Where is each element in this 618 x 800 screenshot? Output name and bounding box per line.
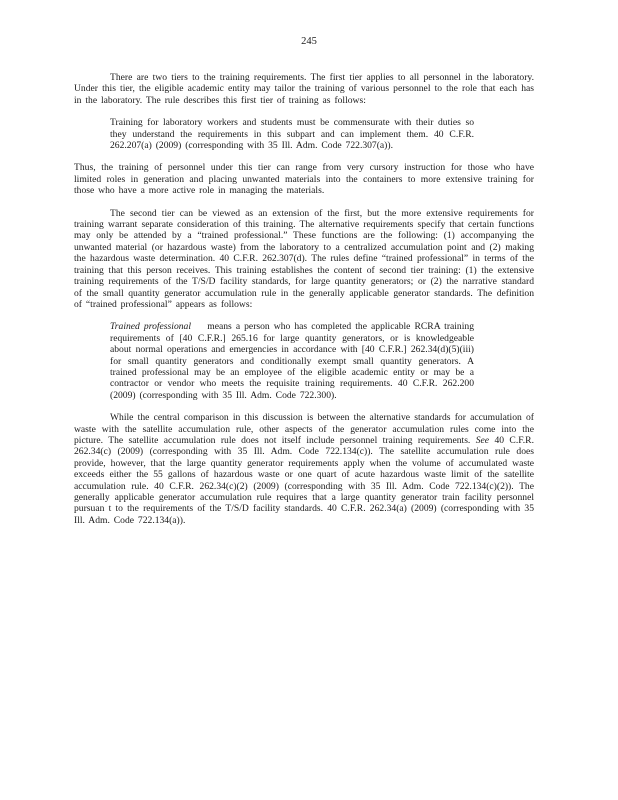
page-body (74, 72, 534, 526)
block-quote-trained-professional (110, 321, 474, 401)
page-number: 245 (301, 36, 317, 47)
paragraph-second-tier: The second tier can be viewed as an extension of the first, but the more extensive requirements for training warrant separate consideration of this training. The alternative requirements specify that certain functions may only be attended by a “trained professional.” These functions are the following: (1) accompanying the unwanted material (or hazardous waste) from the laboratory to a centralized accumulation point and (2) making the hazardous waste determination. 40 C.F.R. 262.307(d). The rules define “trained professional” in terms of the training that this person receives. This training establishes the content of second tier training: (1) the extensive training requirements of the T/S/D facility standards, for large quantity generators; or (2) the narrative standard of the small quantity generator accumulation rule in the generally applicable generator standards. The definition of “trained professional” appears as follows: (74, 207, 534, 310)
paragraph-first-tier-range: Thus, the training of personnel under this tier can range from very cursory instruction for those who have limited roles in generation and placing unwanted materials into the containers to more extensive training for those who have a more active role in managing the materials. (74, 162, 534, 197)
paragraph-training-tiers: There are two tiers to the training requirements. The first tier applies to all personnel in the laboratory. Under this tier, the eligible academic entity may tailor the training of various personnel to the role that each has in the laboratory. The rule describes this first tier of training as follows: (74, 72, 534, 106)
definition-term: Trained professional (110, 321, 191, 333)
citation-signal: See (475, 434, 490, 446)
definition-text: means a person who has completed the applicable RCRA training requirements of [40 C.F.R.] 265.16 for large quantity generators, or is knowledgeable about normal operations and emergencies in accordance with [40 C.F.R.] 262.34(d)(5)(iii) for small quantity generators and conditionally exempt small quantity generators. A trained professional may be an employee of the eligible academic entity or may be a contractor or vendor who meets the requisite training requirements. 40 C.F.R. 262.200 (2009) (corresponding with 35 Ill. Adm. Code 722.300). (110, 321, 474, 401)
comparison-text: While the central comparison in this discussion is between the alternative standards for accumulation of waste with the satellite accumulation rule, other aspects of the generator accumulation rules come into the picture. The satellite accumulation rule does not itself include personnel training requirements. (74, 412, 534, 446)
comparison-text-continued: 40 C.F.R. 262.34(c) (2009) (corresponding with 35 Ill. Adm. Code 722.134(c)). The satellite accumulation rule does provide, however, that the large quantity generator requirements apply when the volume of accumulated waste exceeds either the 55 gallons of hazardous waste or one quart of acute hazardous waste limit of the satellite accumulation rule. 40 C.F.R. 262.34(c)(2) (2009) (corresponding with 35 Ill. Adm. Code 722.134(c)(2)). The generally applicable generator accumulation rule requires that a large quantity generator train facility personnel pursuan t to the requirements of the T/S/D facility standards. 40 C.F.R. 262.34(a) (2009) (corresponding with 35 Ill. Adm. Code 722.134(a)). (74, 434, 534, 526)
paragraph-central-comparison (74, 412, 534, 526)
block-quote-first-tier: Training for laboratory workers and students must be commensurate with their duties so they understand the requirements in this subpart and can implement them. 40 C.F.R. 262.207(a) (2009) (corresponding with 35 Ill. Adm. Code 722.307(a)). (110, 117, 474, 152)
